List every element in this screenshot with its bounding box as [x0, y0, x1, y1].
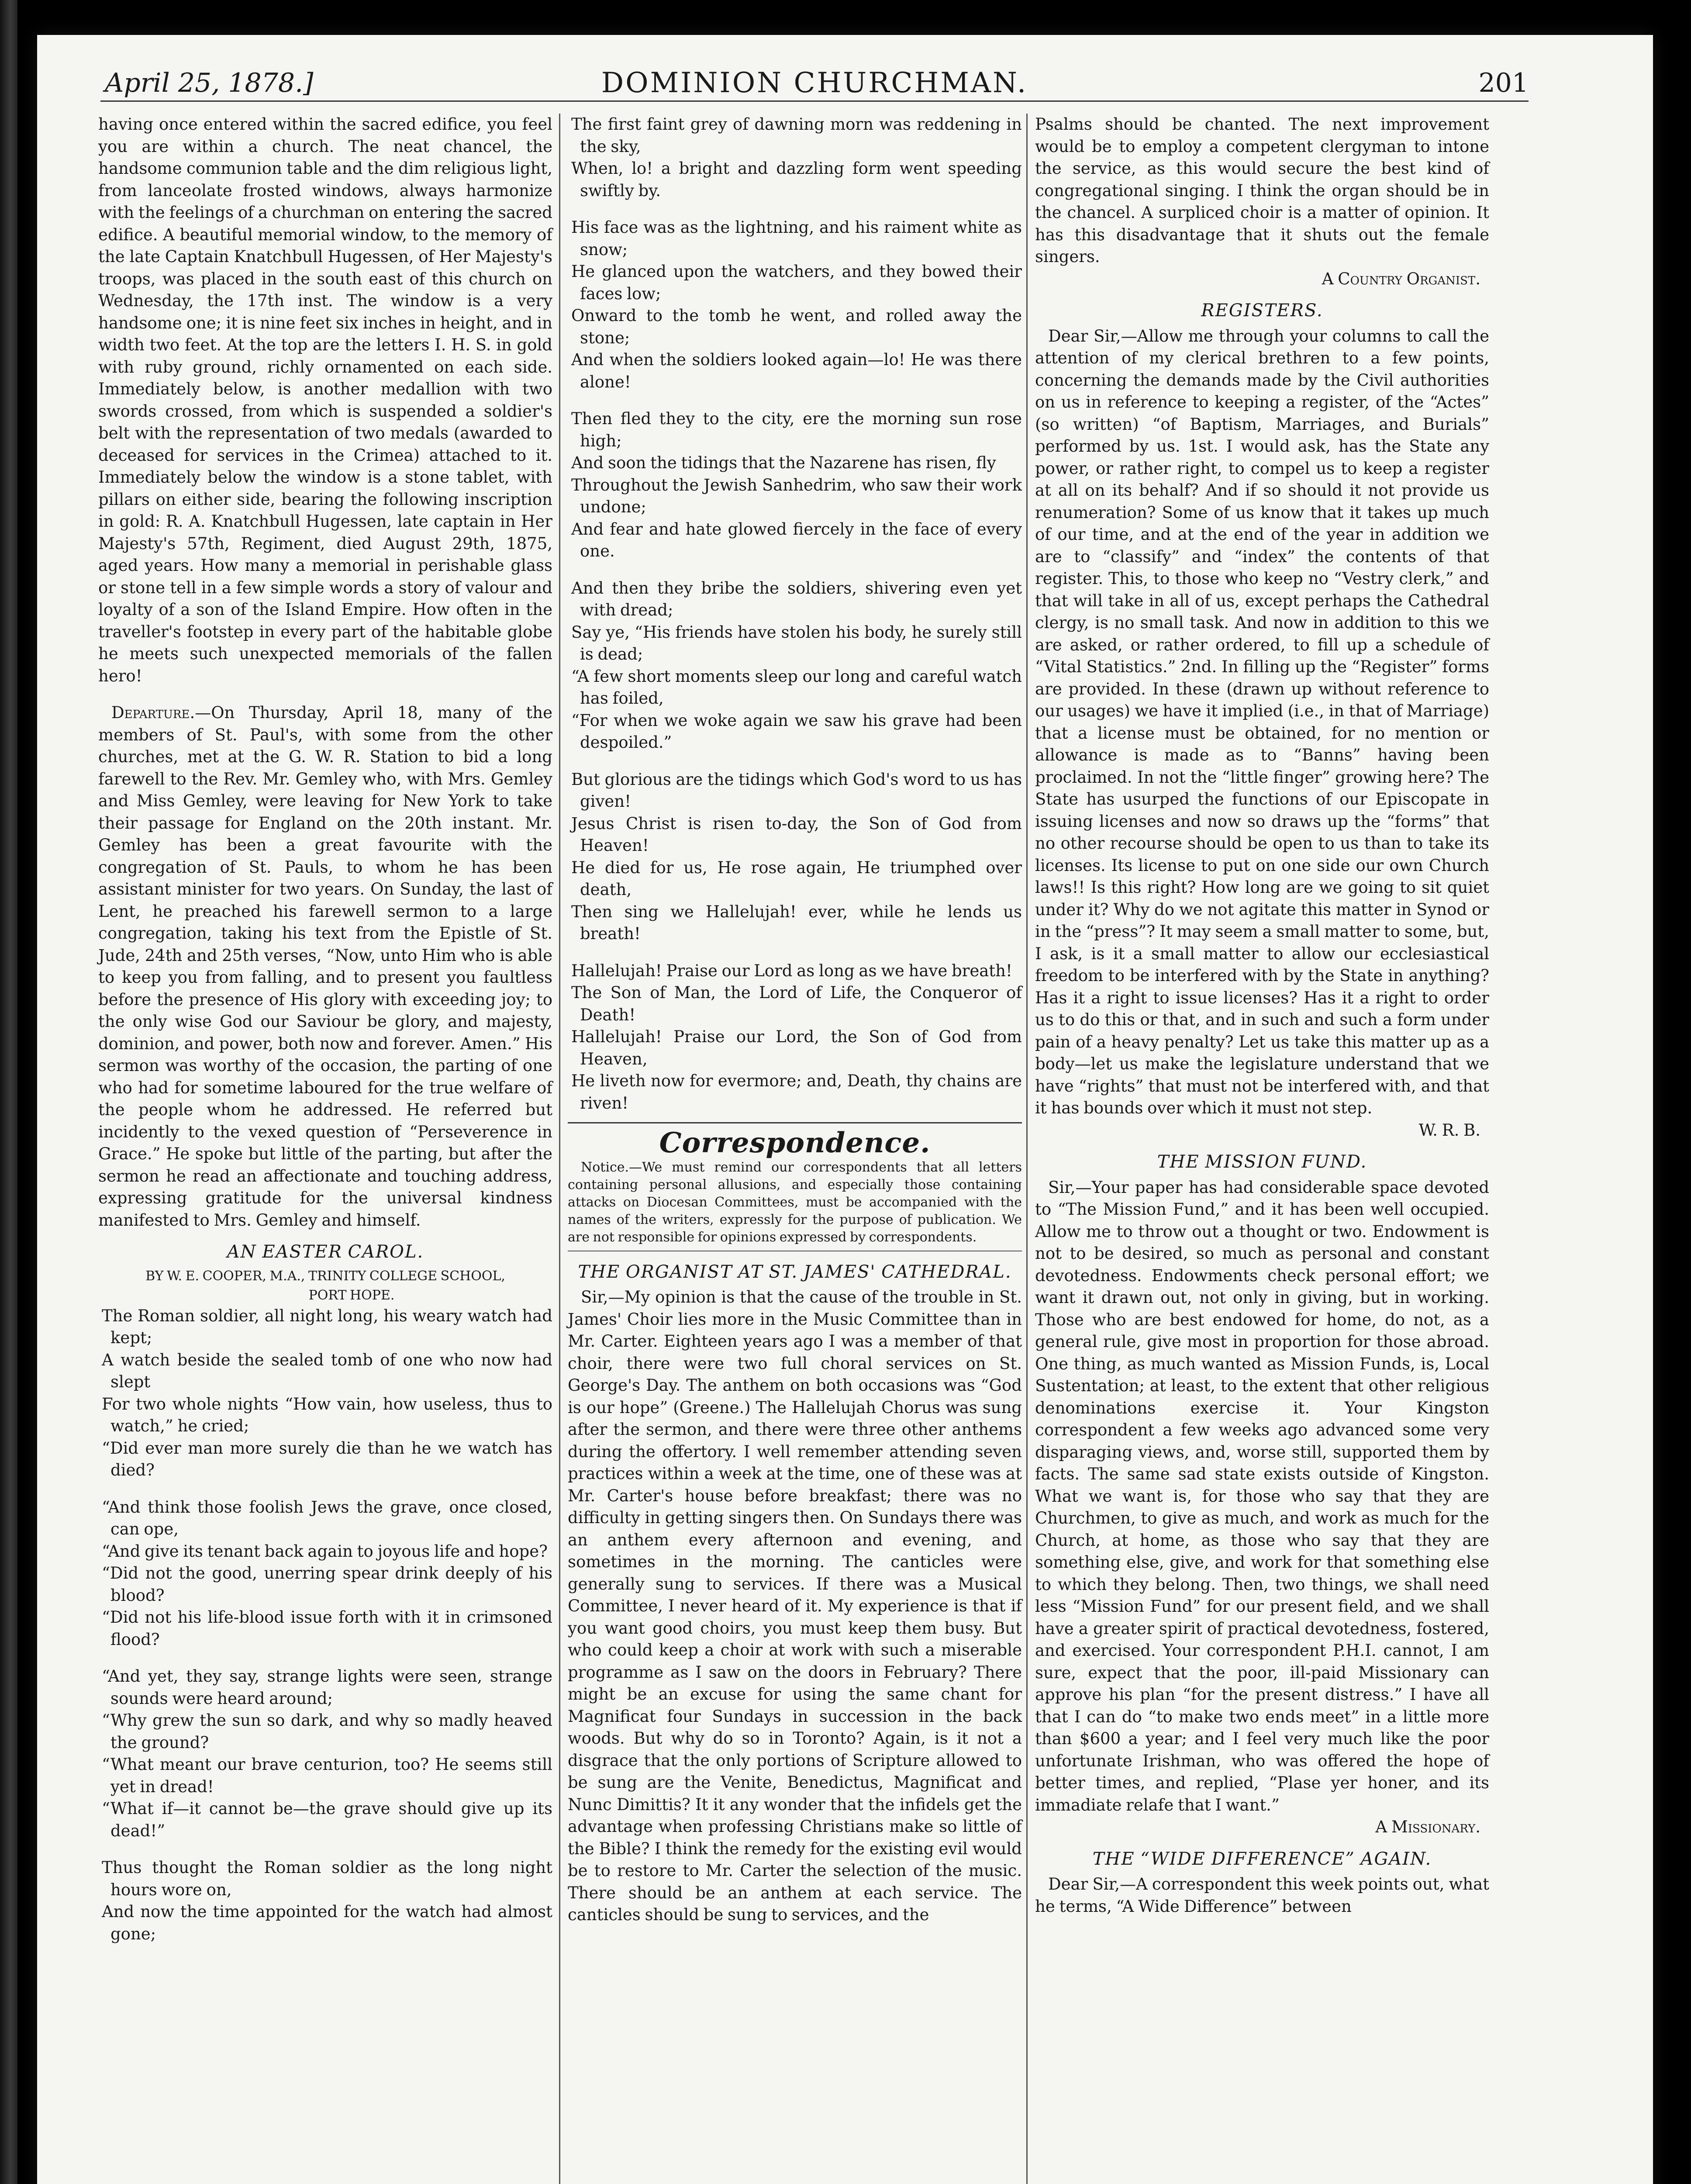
verse-line: Onward to the tomb he went, and rolled away the stone; [571, 306, 1022, 347]
verse-line: Then fled they to the city, ere the morning sun rose high; [571, 409, 1022, 450]
signature-wrb: W. R. B. [1418, 1120, 1480, 1140]
carol-byline: BY W. E. COOPER, M.A., TRINITY COLLEGE SCHOOL, [145, 1268, 505, 1284]
stanza-break [102, 1482, 552, 1496]
verse-line: The Son of Man, the Lord of Life, the Conqueror of Death! [571, 983, 1022, 1024]
registers-title: REGISTERS. [1201, 301, 1323, 321]
verse-line: Throughout the Jewish Sanhedrim, who saw their work undone; [571, 475, 1022, 516]
carol-verse [98, 1305, 552, 1946]
verse-line: The first faint grey of dawning morn was reddening in the sky, [571, 115, 1022, 156]
column-2 [568, 114, 1022, 1926]
verse-line: “What if—it cannot be—the grave should give up its dead!” [102, 1799, 552, 1840]
verse-line: He liveth now for evermore; and, Death, thy chains are riven! [571, 1071, 1022, 1113]
verse-line: “Did not his life-blood issue forth with it in crimsoned flood? [102, 1608, 552, 1649]
signature-missionary: A Missionary. [1375, 1818, 1480, 1836]
carol-title: AN EASTER CAROL. [227, 1242, 424, 1262]
verse-line: A watch beside the sealed tomb of one who now had slept [102, 1350, 552, 1391]
verse-line: And then they bribe the soldiers, shivering even yet with dread; [571, 578, 1022, 619]
correspondence-heading: Correspondence. [659, 1127, 931, 1159]
verse-line: For two whole nights “How vain, how useless, thus to watch,” he cried; [102, 1394, 552, 1435]
verse-line: “What meant our brave centurion, too? He seems still yet in dread! [102, 1755, 552, 1796]
verse-line: “And give its tenant back again to joyous life and hope? [102, 1541, 548, 1561]
carol-verse-continued [568, 114, 1022, 1114]
signature-country-organist: A Country Organist. [1322, 269, 1480, 288]
departure-text: —On Thursday, April 18, many of the members of St. Paul's, with some from the other churches, met at the G. W. R. Station to bid a long farewell to the Rev. Mr. Gemley who, with Mrs. Gemley and Miss Gemley, were leaving for New York to take their passage for England on the 20th instant. Mr. Gemley has been a great favourite with the congregation of St. Pauls, to whom he has been assistant minister for two years. On Sunday, the last of Lent, he preached his farewell sermon to a large congregation, taking his text from the Epistle of St. Jude, 24th and 25th verses, “Now, unto Him who is able to keep you from falling, and to present you faultless before the presence of His glory with exceeding joy; to the only wise God our Saviour be glory, and majesty, dominion, and power, both now and forever. Amen.” His sermon was worthy of the occasion, the parting of one who had for sometime laboured for the true welfare of the people whom he addressed. He referred but incidently to the vexed question of “Perseverence in Grace.” He spoke but little of the parting, but after the sermon he read an affectionate and touching address, expressing gratitude for the universal kindness manifested to Mrs. Gemley and himself. [98, 703, 552, 1230]
stanza-break [102, 1842, 552, 1857]
organist-letter: Sir,—My opinion is that the cause of the trouble in St. James' Choir lies more in the Music Committee than in Mr. Carter. Eighteen years ago I was a member of that choir, there were two full choral services on St. George's Day. The anthem on both occasions was “God is our hope” (Greene.) The Hallelujah Chorus was sung after the sermon, and there were three other anthems during the offertory. I well remember attending seven practices within a week at the time, one of these was at Mr. Carter's house before breakfast; there was no difficulty in getting singers then. On Sundays there was an anthem every afternoon and evening, and sometimes in the morning. The canticles were generally sung to services. If there was a Musical Committee, I never heard of it. My experience is that if you want good choirs, you must keep them busy. But who could keep a choir at work with such a miserable programme as I saw on the doors in February? There might be an excuse for using the same chant for Magnificat four Sundays in succession in the back woods. But why do so in Toronto? Again, is it not a disgrace that the only portions of Scripture allowed to be sung are the Venite, Benedictus, Magnificat and Nunc Dimittis? It it any wonder that the infidels get the advantage when professing Christians make so little of the Bible? I think the remedy for the existing evil would be to restore to Mr. Carter the selection of the music. There should be an anthem at each service. The canticles should be sung to services, and the [568, 1288, 1022, 1924]
page-header [100, 66, 1529, 102]
mission-fund-letter: Sir,—Your paper has had considerable space devoted to “The Mission Fund,” and it has been well occupied. Allow me to throw out a thought or two. Endowment is not to be desired, so much as personal and constant devotedness. Endowments check personal effort; we want it drawn out, not only in giving, but in working. Those who are best endowed for home, do not, as a general rule, give most in proportion for those abroad. One thing, as much wanted as Mission Funds, is, Local Sustentation; at least, to the extent that other religious denominations exercise it. Your Kingston correspondent a few weeks ago advanced some very disparaging views, and, worse still, supported them by facts. The same sad state exists outside of Kingston. What we want is, for those who say that they are Churchmen, to give as much, and work as much for the Church, at home, as those who say that they are something else, give, and work for that something else to which they belong. Then, two things, we shall need less “Mission Fund” for our present field, and we shall have a greater spirit of practical devotedness, fostered, and exercised. Your correspondent P.H.I. cannot, I am sure, expect that the poor, ill-paid Missionary can approve his plan “for the present distress.” I have all that I can do “to make two ends meet” in a little more than $600 a year; and I feel very much like the poor unfortunate Irishman, who was offered the hope of better times, and replied, “Plase yer honer, and its immadiate relafe that I want.” [1035, 1178, 1489, 1814]
verse-line: He died for us, He rose again, He triumphed over death, [571, 858, 1022, 899]
column-1 [98, 114, 552, 1945]
stanza-break [571, 393, 1022, 408]
column-3 [1035, 114, 1489, 1918]
column-rule [1026, 114, 1028, 2184]
verse-line: And fear and hate glowed fiercely in the face of every one. [571, 519, 1022, 560]
issue-date: April 25, 1878.] [105, 68, 314, 98]
verse-line: Jesus Christ is risen to-day, the Son of God from Heaven! [571, 814, 1022, 855]
organist-letter-continued: Psalms should be chanted. The next improvement would be to employ a competent clergyman to intone the service, as this would secure the best kind of congregational singing. I think the organ should be in the chancel. A surpliced choir is a matter of opinion. It has this disadvantage that it shuts out the female singers. [1035, 115, 1489, 266]
verse-line: “And yet, they say, strange lights were seen, strange sounds were heard around; [102, 1667, 552, 1708]
verse-line: But glorious are the tidings which God's word to us has given! [571, 770, 1022, 811]
verse-line: “Did ever man more surely die than he we watch has died? [102, 1438, 552, 1479]
section-divider [568, 1122, 1022, 1123]
page-number: 201 [1478, 68, 1529, 98]
stanza-break [571, 754, 1022, 769]
stanza-break [102, 1651, 552, 1666]
stanza-break [571, 563, 1022, 577]
organist-letter-title: THE ORGANIST AT ST. JAMES' CATHEDRAL. [578, 1261, 1012, 1282]
verse-line: And soon the tidings that the Nazarene has risen, fly [571, 453, 996, 472]
verse-line: He glanced upon the watchers, and they bowed their faces low; [571, 262, 1022, 303]
mission-fund-title: THE MISSION FUND. [1157, 1152, 1367, 1172]
carol-byline-place: PORT HOPE. [308, 1287, 395, 1303]
verse-line: “For when we woke again we saw his grave had been despoiled.” [571, 711, 1022, 752]
verse-line: When, lo! a bright and dazzling form went speeding swiftly by. [571, 159, 1022, 200]
verse-line: Hallelujah! Praise our Lord as long as we have breath! [571, 961, 1012, 980]
verse-line: And now the time appointed for the watch had almost gone; [102, 1902, 552, 1943]
wide-difference-letter: Dear Sir,—A correspondent this week points out, what he terms, “A Wide Difference” between [1035, 1875, 1489, 1916]
verse-line: Then sing we Hallelujah! ever, while he lends us breath! [571, 902, 1022, 943]
correspondence-notice: Notice.—We must remind our correspondents that all letters containing personal allusions, and especially those containing attacks on Diocesan Committees, must be accompanied with the names of the writers, expressly for the purpose of publication. We are not responsible for opinions expressed by correspondents. [568, 1159, 1022, 1245]
scan-edge [0, 0, 17, 2184]
verse-line: The Roman soldier, all night long, his weary watch had kept; [102, 1306, 552, 1347]
verse-line: Say ye, “His friends have stolen his body, he surely still is dead; [571, 622, 1022, 663]
wide-difference-title: THE “WIDE DIFFERENCE” AGAIN. [1092, 1849, 1432, 1869]
column-rule [559, 114, 560, 2184]
verse-line: Thus thought the Roman soldier as the long night hours wore on, [102, 1858, 552, 1899]
masthead-title: DOMINION CHURCHMAN. [601, 67, 1028, 99]
registers-letter: Dear Sir,—Allow me through your columns to call the attention of my clerical brethren to a few points, concerning the demands made by the Civil authorities on us in reference to keeping a register, of the “Actes” (so written) “of Baptism, Marriages, and Burials” performed by us. 1st. I would ask, has the State any power, or rather right, to compel us to keep a register at all on its behalf? And if so should it not provide us renumeration? Some of us know that it takes up much of our time, and at the end of the year in addition we are to “classify” and “index” the contents of that register. This, to those who keep no “Vestry clerk,” and that will take in all of us, except perhaps the Cathedral clergy, is no small task. And now in addition to this we are asked, or rather ordered, to fill up a schedule of “Vital Statistics.” 2nd. In filling up the “Register” forms are provided. In these (drawn up without reference to our usages) we have it implied (i.e., in that of Marriage) that a license must be obtained, for no mention or allowance is made as to “Banns” having been proclaimed. In not the “little finger” growing here? The State has usurped the functions of our Episcopate in issuing licenses and now so draws up the “forms” that no other recourse should be open to us than to take its licenses. Its license to put on one side our own Church laws!! Is this right? How long are we going to sit quiet under it? Why do we not agitate this matter in Synod or in the “press”? It may seem a small matter to some, but, I ask, is it a small matter to allow our ecclesiastical freedom to be interfered with by the State in anything? Has it a right to issue licenses? Has it a right to order us to do this or that, and in such and such a form under pain of a heavy penalty? Let us take this matter up as a body—let us make the legislature understand that we have “rights” that must not be interfered with, and that it has bounds over which it must not step. [1035, 326, 1489, 1117]
verse-line: “Why grew the sun so dark, and why so madly heaved the ground? [102, 1711, 552, 1752]
departure-lead: Departure. [111, 703, 195, 722]
departure-article [98, 702, 552, 1231]
stanza-break [571, 202, 1022, 217]
verse-line: “And think those foolish Jews the grave, once closed, can ope, [102, 1497, 552, 1538]
verse-line: “Did not the good, unerring spear drink deeply of his blood? [102, 1564, 552, 1605]
verse-line: His face was as the lightning, and his raiment white as snow; [571, 218, 1022, 259]
verse-line: Hallelujah! Praise our Lord, the Son of God from Heaven, [571, 1027, 1022, 1068]
verse-line: And when the soldiers looked again—lo! He was there alone! [571, 350, 1022, 391]
stanza-break [571, 945, 1022, 960]
verse-line: “A few short moments sleep our long and careful watch has foiled, [571, 667, 1022, 708]
church-window-article: having once entered within the sacred edifice, you feel you are within a church. The neat chancel, the handsome communion table and the dim religious light, from lanceolate frosted windows, always harmonize with the feelings of a churchman on entering the sacred edifice. A beautiful memorial window, to the memory of the late Captain Knatchbull Hugessen, of Her Majesty's troops, was placed in the south east of this church on Wednesday, the 17th inst. The window is a very handsome one; it is nine feet six inches in height, and in width two feet. At the top are the letters I. H. S. in gold with ruby ground, richly ornamented on each side. Immediately below, is another medallion with two swords crossed, from which is suspended a soldier's belt with the representation of two medals (awarded to deceased for services in the Crimea) attached to it. Immediately below the window is a stone tablet, with pillars on either side, bearing the following inscription in gold: R. A. Knatchbull Hugessen, late captain in Her Majesty's 57th, Regiment, died August 29th, 1875, aged years. How many a memorial in perishable glass or stone tell in a few simple words a story of valour and loyalty of a son of the Island Empire. How often in the traveller's footstep in every part of the habitable globe he meets such unexpected memorials of the fallen hero! [98, 115, 552, 685]
